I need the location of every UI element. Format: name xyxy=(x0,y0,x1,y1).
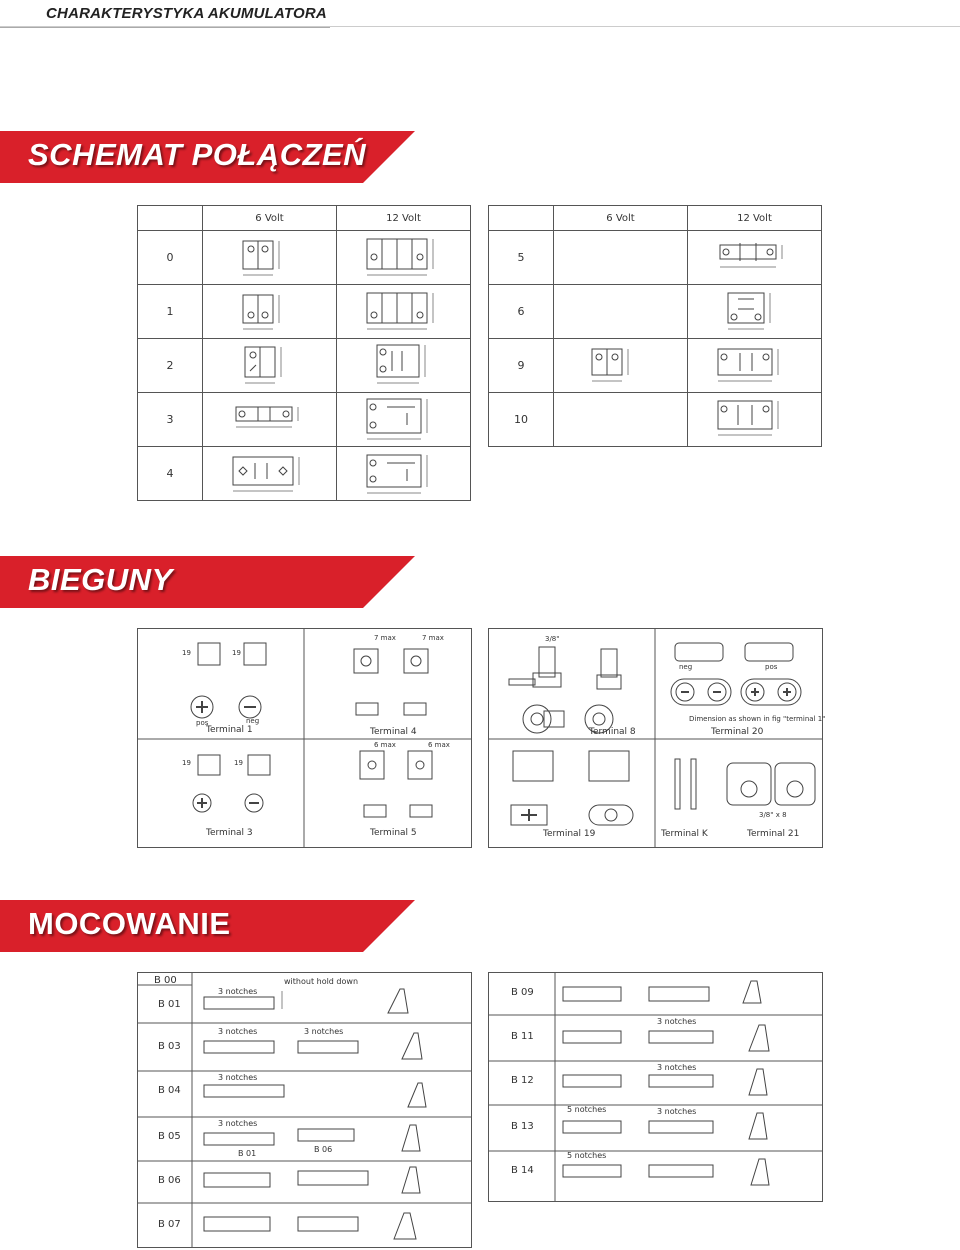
dim-3-8: 3/8" xyxy=(545,635,560,643)
banner-bieguny xyxy=(0,556,415,608)
mount-code: B 03 xyxy=(158,1041,181,1052)
dim-6max: 6 max xyxy=(428,741,450,749)
mount-code: B 13 xyxy=(511,1121,534,1132)
mount-note: 3 notches xyxy=(218,1119,258,1128)
schemat-row-code: 10 xyxy=(489,393,554,447)
dim-7max: 7 max xyxy=(374,634,396,642)
diagram-12v-3 xyxy=(337,393,471,447)
mocowanie-right-panel xyxy=(488,972,823,1202)
dimension-note: Dimension as shown in fig "terminal 1" xyxy=(689,715,826,723)
mount-note: 3 notches xyxy=(304,1027,344,1036)
mocowanie-left-drawing xyxy=(138,973,471,1247)
mount-note: 3 notches xyxy=(218,1073,258,1082)
mount-note: 3 notches xyxy=(218,1027,258,1036)
diagram-6v-6 xyxy=(554,285,688,339)
banner-bieguny-title: BIEGUNY xyxy=(28,562,173,597)
mount-code: B 14 xyxy=(511,1165,534,1176)
diagram-12v-1 xyxy=(337,285,471,339)
schemat-row-code: 2 xyxy=(138,339,203,393)
mount-code: B 07 xyxy=(158,1219,181,1230)
diagram-12v-2 xyxy=(337,339,471,393)
mount-note: 3 notches xyxy=(657,1017,697,1026)
terminal-19-caption: Terminal 19 xyxy=(543,829,596,839)
terminal-1-caption: Terminal 1 xyxy=(206,725,253,735)
banner-mocowanie-title: MOCOWANIE xyxy=(28,906,231,941)
schemat-left-corner xyxy=(138,206,203,231)
mount-code: B 11 xyxy=(511,1031,534,1042)
mount-code: B 06 xyxy=(158,1175,181,1186)
dim-label: 19 xyxy=(234,759,243,767)
diagram-12v-6 xyxy=(688,285,822,339)
neg-label: neg xyxy=(679,663,693,671)
mount-code: B 00 xyxy=(154,975,177,986)
schemat-row-code: 4 xyxy=(138,447,203,501)
schemat-row-code: 3 xyxy=(138,393,203,447)
mount-code: B 04 xyxy=(158,1085,181,1096)
banner-schemat-title: SCHEMAT POŁĄCZEŃ xyxy=(28,137,367,172)
dim-label: 19 xyxy=(232,649,241,657)
schemat-row-code: 5 xyxy=(489,231,554,285)
thread-note: 3/8" x 8 xyxy=(759,811,787,819)
pos-label: pos xyxy=(196,719,209,727)
mount-note: 5 notches xyxy=(567,1105,607,1114)
diagram-6v-4 xyxy=(203,447,337,501)
terminal-8-caption: Terminal 8 xyxy=(589,727,636,737)
banner-mocowanie xyxy=(0,900,415,952)
schemat-left-col12: 12 Volt xyxy=(337,206,471,231)
mount-note: without hold down xyxy=(284,977,359,986)
mount-note: 3 notches xyxy=(218,987,258,996)
terminal-20-caption: Terminal 20 xyxy=(711,727,764,737)
mount-note: 5 notches xyxy=(567,1151,607,1160)
diagram-12v-0 xyxy=(337,231,471,285)
pos-label: pos xyxy=(765,663,778,671)
schemat-left-col6: 6 Volt xyxy=(203,206,337,231)
schemat-row-code: 0 xyxy=(138,231,203,285)
diagram-12v-10 xyxy=(688,393,822,447)
bieguny-right-panel xyxy=(488,628,826,848)
diagram-12v-9 xyxy=(688,339,822,393)
mount-code: B 12 xyxy=(511,1075,534,1086)
mount-sub: B 01 xyxy=(238,1149,257,1158)
schemat-right-col6: 6 Volt xyxy=(554,206,688,231)
schemat-right-corner xyxy=(489,206,554,231)
bieguny-left-panel xyxy=(137,628,472,848)
schemat-right-table xyxy=(488,205,822,447)
mount-note: 3 notches xyxy=(657,1063,697,1072)
schemat-row-code: 6 xyxy=(489,285,554,339)
dim-label: 19 xyxy=(182,759,191,767)
mocowanie-right-drawing xyxy=(489,973,822,1201)
schemat-left-table xyxy=(137,205,471,501)
dim-label: 19 xyxy=(182,649,191,657)
mount-code: B 05 xyxy=(158,1131,181,1142)
mount-sub: B 06 xyxy=(314,1145,333,1154)
diagram-6v-10 xyxy=(554,393,688,447)
schemat-row-code: 1 xyxy=(138,285,203,339)
diagram-6v-5 xyxy=(554,231,688,285)
terminal-5-caption: Terminal 5 xyxy=(370,828,417,838)
terminal-21-caption: Terminal 21 xyxy=(747,829,800,839)
neg-label: neg xyxy=(246,717,260,725)
mocowanie-left-panel xyxy=(137,972,472,1248)
dim-6max: 6 max xyxy=(374,741,396,749)
mount-code: B 01 xyxy=(158,999,181,1010)
diagram-6v-2 xyxy=(203,339,337,393)
diagram-6v-1 xyxy=(203,285,337,339)
schemat-right-col12: 12 Volt xyxy=(688,206,822,231)
mount-note: 3 notches xyxy=(657,1107,697,1116)
page-title: CHARAKTERYSTYKA AKUMULATORA xyxy=(46,5,327,22)
bieguny-left-drawing xyxy=(138,629,471,847)
terminal-4-caption: Terminal 4 xyxy=(370,727,417,737)
diagram-6v-3 xyxy=(203,393,337,447)
header-rule xyxy=(0,26,960,27)
mount-code: B 09 xyxy=(511,987,534,998)
diagram-6v-9 xyxy=(554,339,688,393)
banner-schemat xyxy=(0,131,415,183)
diagram-12v-5 xyxy=(688,231,822,285)
diagram-6v-0 xyxy=(203,231,337,285)
terminal-3-caption: Terminal 3 xyxy=(206,828,253,838)
diagram-12v-4 xyxy=(337,447,471,501)
schemat-row-code: 9 xyxy=(489,339,554,393)
page-header xyxy=(0,0,960,30)
terminal-k-caption: Terminal K xyxy=(661,829,708,839)
dim-7max: 7 max xyxy=(422,634,444,642)
